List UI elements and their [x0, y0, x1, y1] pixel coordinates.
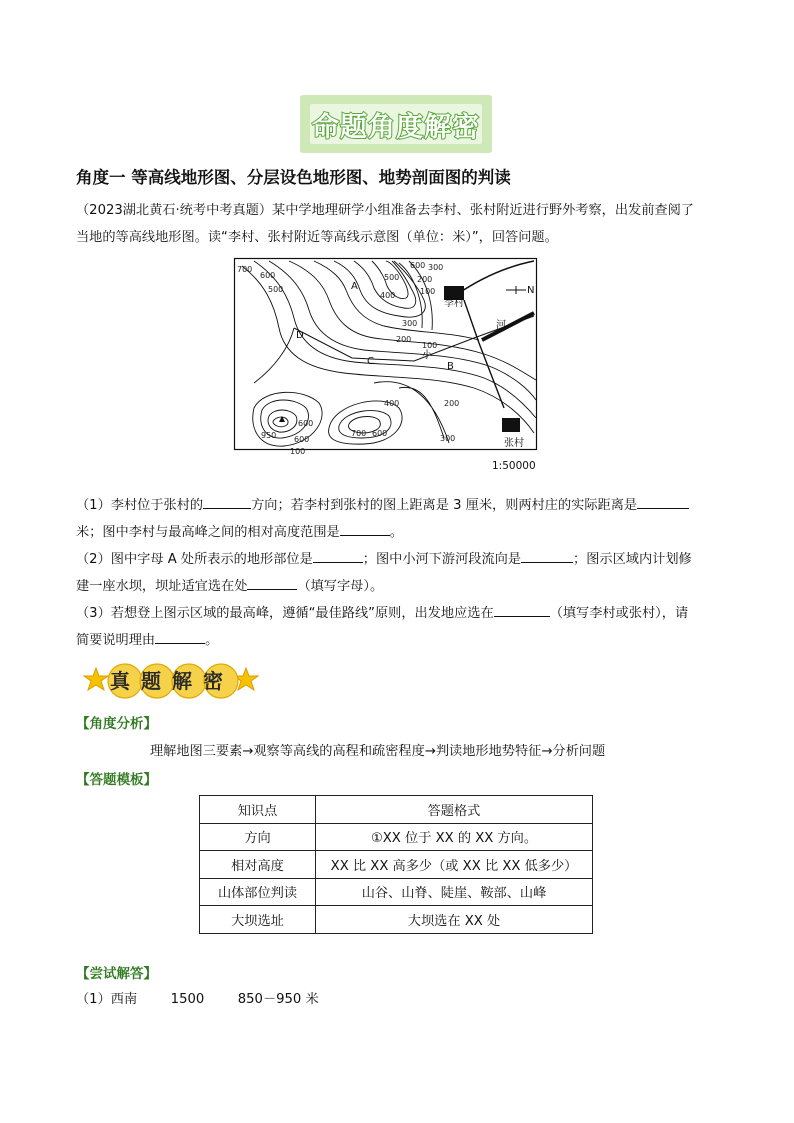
map-label-zhang-village: 张村: [504, 438, 524, 449]
table-row: [200, 851, 593, 879]
contour-label: 600: [298, 419, 314, 428]
table-cell: XX 比 XX 高多少（或 XX 比 XX 低多少）: [316, 851, 593, 879]
contour-label: 400: [384, 399, 400, 408]
contour-label: 600: [260, 271, 276, 280]
contour-label: 300: [428, 263, 444, 272]
q2-text-d: 建一座水坝，坝址适宜选在处: [76, 579, 248, 594]
contour-label: 600: [372, 429, 388, 438]
table-cell: 方向: [200, 823, 316, 851]
table-row: [200, 906, 593, 934]
contour-label: 500: [384, 273, 400, 282]
question-3: [76, 600, 724, 654]
analysis-flow: 理解地图三要素→观察等高线的高程和疏密程度→判读地形地势特征→分析问题: [150, 744, 606, 759]
q2-blank-1[interactable]: [313, 548, 363, 563]
contour-label: 300: [402, 319, 418, 328]
q1-text-a: （1）李村位于张村的: [76, 498, 204, 513]
q3-text-b: （填写李村或张村），请: [549, 606, 689, 621]
table-cell: 大坝选址: [200, 906, 316, 934]
map-label-c: C: [367, 356, 374, 367]
table-cell: 山谷、山脊、陡崖、鞍部、山峰: [316, 878, 593, 906]
section-banner: [300, 95, 492, 153]
map-scale: 1:50000: [492, 460, 536, 472]
q3-blank-1[interactable]: [494, 602, 550, 617]
q3-text-c: 简要说明理由: [76, 633, 156, 648]
contour-label: 100: [422, 341, 438, 350]
answer-1: （1）西南 1500 850－950 米: [76, 992, 319, 1007]
map-label-north: N: [527, 285, 535, 296]
q2-text-b: ；图中小河下游河段流向是: [362, 552, 522, 567]
template-label: 【答题模板】: [76, 772, 157, 788]
q2-text-a: （2）图中字母 A 处所表示的地形部位是: [76, 552, 313, 567]
q1-blank-3[interactable]: [340, 521, 390, 536]
contour-label: 700: [237, 265, 253, 274]
table-header-cell: 知识点: [200, 796, 316, 824]
table-cell: 大坝选在 XX 处: [316, 906, 593, 934]
contour-map: [234, 258, 538, 456]
map-label-a: A: [351, 281, 358, 292]
contour-label: 200: [396, 335, 412, 344]
contour-label: 700: [351, 429, 367, 438]
q1-text-d: 。: [389, 525, 403, 540]
answer-template-table: [199, 795, 593, 934]
attempt-label: 【尝试解答】: [76, 966, 157, 982]
q2-text-c: ；图示区域内计划修: [573, 552, 692, 567]
question-2: [76, 546, 724, 600]
badge-text: 真题解密: [110, 669, 234, 693]
q2-text-e: （填写字母）。: [297, 579, 384, 594]
contour-label: 600: [294, 435, 310, 444]
q1-text-b: 方向；若李村到张村的图上距离是 3 厘米，则两村庄的实际距离是: [251, 498, 638, 513]
contour-label: 600: [410, 261, 426, 270]
analysis-label: 【角度分析】: [76, 716, 157, 732]
table-row: [200, 823, 593, 851]
banner-title: 命题角度解密: [312, 112, 480, 143]
question-intro: [76, 197, 724, 251]
q2-blank-2[interactable]: [521, 548, 573, 563]
intro-line-1: （2023湖北黄石·统考中考真题）某中学地理研学小组准备去李村、张村附近进行野外考察，出发前查阅了: [76, 203, 694, 218]
contour-label: 500: [268, 285, 284, 294]
angle-title: 角度一 等高线地形图、分层设色地形图、地势剖面图的判读: [76, 168, 511, 187]
contour-label: 400: [380, 291, 396, 300]
contour-label: 200: [417, 275, 433, 284]
q1-blank-2[interactable]: [637, 494, 689, 509]
contour-label: 300: [440, 434, 456, 443]
map-label-li-village: 李村: [444, 298, 464, 309]
q1-blank-1[interactable]: [203, 494, 251, 509]
q3-blank-2[interactable]: [155, 629, 205, 644]
map-label-b: B: [447, 361, 454, 372]
star-icon: [84, 668, 108, 690]
q3-text-a: （3）若想登上图示区域的最高峰，遵循“最佳路线”原则，出发地应选在: [76, 606, 494, 621]
contour-label: 200: [444, 399, 460, 408]
q3-text-d: 。: [205, 633, 219, 648]
contour-label: 100: [420, 287, 436, 296]
contour-label: 950: [261, 431, 277, 440]
table-header-cell: 答题格式: [316, 796, 593, 824]
zhenti-badge: [82, 660, 260, 700]
map-label-d: D: [296, 330, 304, 341]
q2-blank-3[interactable]: [247, 575, 297, 590]
table-cell: 山体部位判读: [200, 878, 316, 906]
table-row: [200, 878, 593, 906]
q1-text-c: 米；图中李村与最高峰之间的相对高度范围是: [76, 525, 340, 540]
table-cell: 相对高度: [200, 851, 316, 879]
intro-line-2: 当地的等高线地形图。读“李村、张村附近等高线示意图（单位：米）”，回答问题。: [76, 230, 558, 245]
question-1: [76, 492, 724, 546]
contour-label: 100: [290, 447, 306, 456]
table-row: [200, 796, 593, 824]
table-cell: ①XX 位于 XX 的 XX 方向。: [316, 823, 593, 851]
map-label-river-he: 河: [496, 320, 506, 331]
map-label-river-xiao: 小: [422, 350, 432, 361]
